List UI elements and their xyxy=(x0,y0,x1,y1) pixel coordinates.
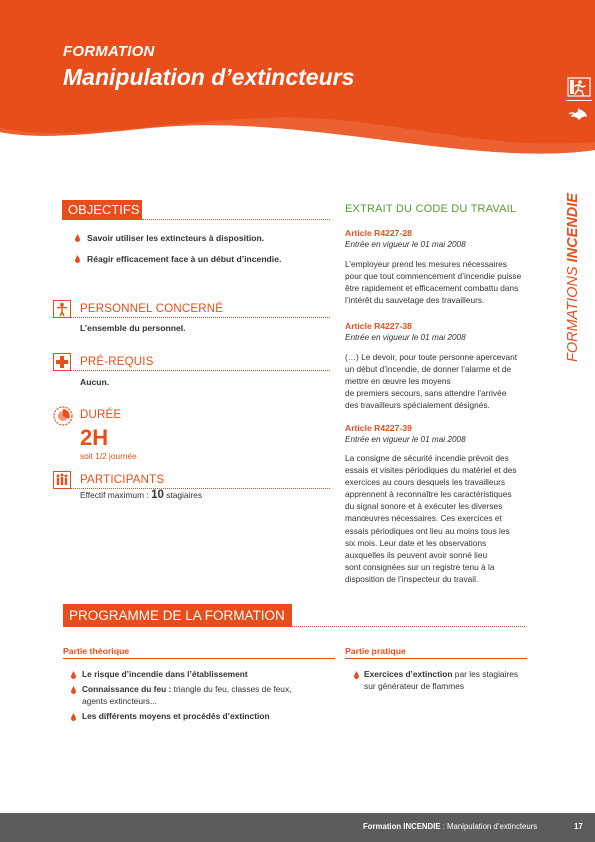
article-line: un début d’incendie, de donner l’alarme et de xyxy=(345,364,512,375)
bullet-drop-icon xyxy=(75,255,80,263)
duree-heading: DURÉE xyxy=(80,409,122,421)
programme-item-bold: Connaissance du feu : xyxy=(82,684,172,694)
article-line: exercices au cours desquels les travailleurs xyxy=(345,477,506,488)
article-line: être rapidement et efficacement combattu dans xyxy=(345,283,519,294)
article-line: essais et visites périodiques du matériel et des xyxy=(345,465,517,476)
article-line: mettre en œuvre les moyens xyxy=(345,376,451,387)
code-travail-title: EXTRAIT DU CODE DU TRAVAIL xyxy=(345,203,517,215)
pratique-rule xyxy=(345,658,527,659)
bullet-drop-icon xyxy=(71,686,76,694)
article-line: (…) Le devoir, pour toute personne apercevant xyxy=(345,352,518,362)
duree-value: 2H xyxy=(80,425,109,450)
article-body xyxy=(345,258,540,306)
programme-item-line2: sur générateur de flammes xyxy=(364,680,465,691)
emergency-exit-icon xyxy=(567,77,591,97)
article-line: de premiers secours, sans attendre l’arrivée xyxy=(345,388,507,399)
article-body xyxy=(345,452,540,585)
programme-item xyxy=(364,669,518,692)
prerequis-divider xyxy=(71,370,330,371)
bullet-drop-icon xyxy=(75,234,80,242)
article-heading: Article R4227-28 xyxy=(345,228,412,238)
article-line: disposition de l’inspecteur du travail. xyxy=(345,573,479,584)
programme-item xyxy=(82,711,270,723)
clock-icon xyxy=(53,406,73,426)
personnel-text: L’ensemble du personnel. xyxy=(80,323,186,333)
programme-item xyxy=(82,669,248,681)
participants-number: 10 xyxy=(151,489,164,501)
theorique-rule xyxy=(63,658,335,659)
page-number: 17 xyxy=(574,822,583,831)
prerequis-text: Aucun. xyxy=(80,377,110,387)
article-body xyxy=(345,351,540,411)
fire-icon xyxy=(567,103,591,123)
bullet-drop-icon xyxy=(354,671,359,679)
objectifs-divider xyxy=(142,219,330,220)
bullet-drop-icon xyxy=(71,713,76,721)
programme-item-rest: par les stagiaires xyxy=(452,669,519,679)
participants-suffix: stagiaires xyxy=(163,490,203,500)
article-line: du signal sonore et à exécuter les diverses xyxy=(345,501,503,512)
side-label-regular: FORMATIONS xyxy=(565,266,581,362)
article-line: apprennent à reconnaître les caractéristiques xyxy=(345,489,512,500)
programme-theorique-heading: Partie théorique xyxy=(63,646,130,656)
article-line: manœuvres nécessaires. Ces exercices et xyxy=(345,513,502,524)
article-line: L’employeur prend les mesures nécessaires xyxy=(345,259,507,269)
article-line: des travailleurs spécialement désignés. xyxy=(345,400,490,411)
duree-sub: soit 1/2 journée xyxy=(80,451,137,461)
side-label-bold: INCENDIE xyxy=(565,193,581,263)
article-line: l’intérêt du sauvetage des travailleurs. xyxy=(345,295,485,306)
programme-item-rest: triangle du feu, classes de feux, xyxy=(171,684,292,694)
side-vertical-label xyxy=(565,152,587,362)
programme-item xyxy=(82,684,291,707)
programme-pratique-heading: Partie pratique xyxy=(345,646,406,656)
side-tab-divider xyxy=(566,100,592,101)
footer-text-rest: : Manipulation d’extincteurs xyxy=(440,822,538,831)
personnel-heading: PERSONNEL CONCERNÉ xyxy=(80,303,224,315)
medical-cross-icon xyxy=(53,353,71,371)
page-title: Manipulation d’extincteurs xyxy=(63,64,355,90)
objectif-item: Savoir utiliser les extincteurs à disposition. xyxy=(87,233,265,243)
programme-divider xyxy=(292,626,525,627)
group-icon xyxy=(53,471,71,489)
article-line: La consigne de sécurité incendie prévoit des xyxy=(345,453,509,463)
programme-item-line2: agents extincteurs... xyxy=(82,695,157,706)
person-icon xyxy=(53,300,71,318)
prerequis-heading: PRÉ-REQUIS xyxy=(80,356,154,368)
programme-badge: PROGRAMME DE LA FORMATION xyxy=(63,604,292,627)
bullet-drop-icon xyxy=(71,671,76,679)
article-line: pour que tout commencement d’incendie puisse xyxy=(345,271,522,282)
article-heading: Article R4227-38 xyxy=(345,321,412,331)
programme-item-bold: Exercices d’extinction xyxy=(364,669,453,679)
personnel-divider xyxy=(71,317,330,318)
article-line: essais périodiques ont lieu au moins tous les xyxy=(345,525,510,536)
article-heading: Article R4227-39 xyxy=(345,423,412,433)
participants-text xyxy=(80,489,202,501)
article-line: sont consignées sur un registre tenu à la xyxy=(345,561,495,572)
article-date: Entrée en vigueur le 01 mai 2008 xyxy=(345,435,466,444)
article-date: Entrée en vigueur le 01 mai 2008 xyxy=(345,333,466,342)
article-line: six mois. Leur date et les observations xyxy=(345,537,487,548)
footer-text-bold: Formation INCENDIE xyxy=(363,822,441,831)
participants-heading: PARTICIPANTS xyxy=(80,474,165,486)
participants-prefix: Effectif maximum : xyxy=(80,490,152,500)
objectif-item: Réagir efficacement face à un début d’incendie. xyxy=(87,254,282,264)
objectifs-badge: OBJECTIFS xyxy=(62,200,142,220)
programme-item-bold: Le risque d’incendie dans l’établissement xyxy=(82,669,248,679)
article-line: auxquelles ils peuvent avoir sonné lieu xyxy=(345,549,488,560)
article-date: Entrée en vigueur le 01 mai 2008 xyxy=(345,240,466,249)
footer-text xyxy=(363,822,537,831)
header-subtitle: FORMATION xyxy=(63,43,155,60)
programme-item-bold: Les différents moyens et procédés d’extinction xyxy=(82,711,270,721)
